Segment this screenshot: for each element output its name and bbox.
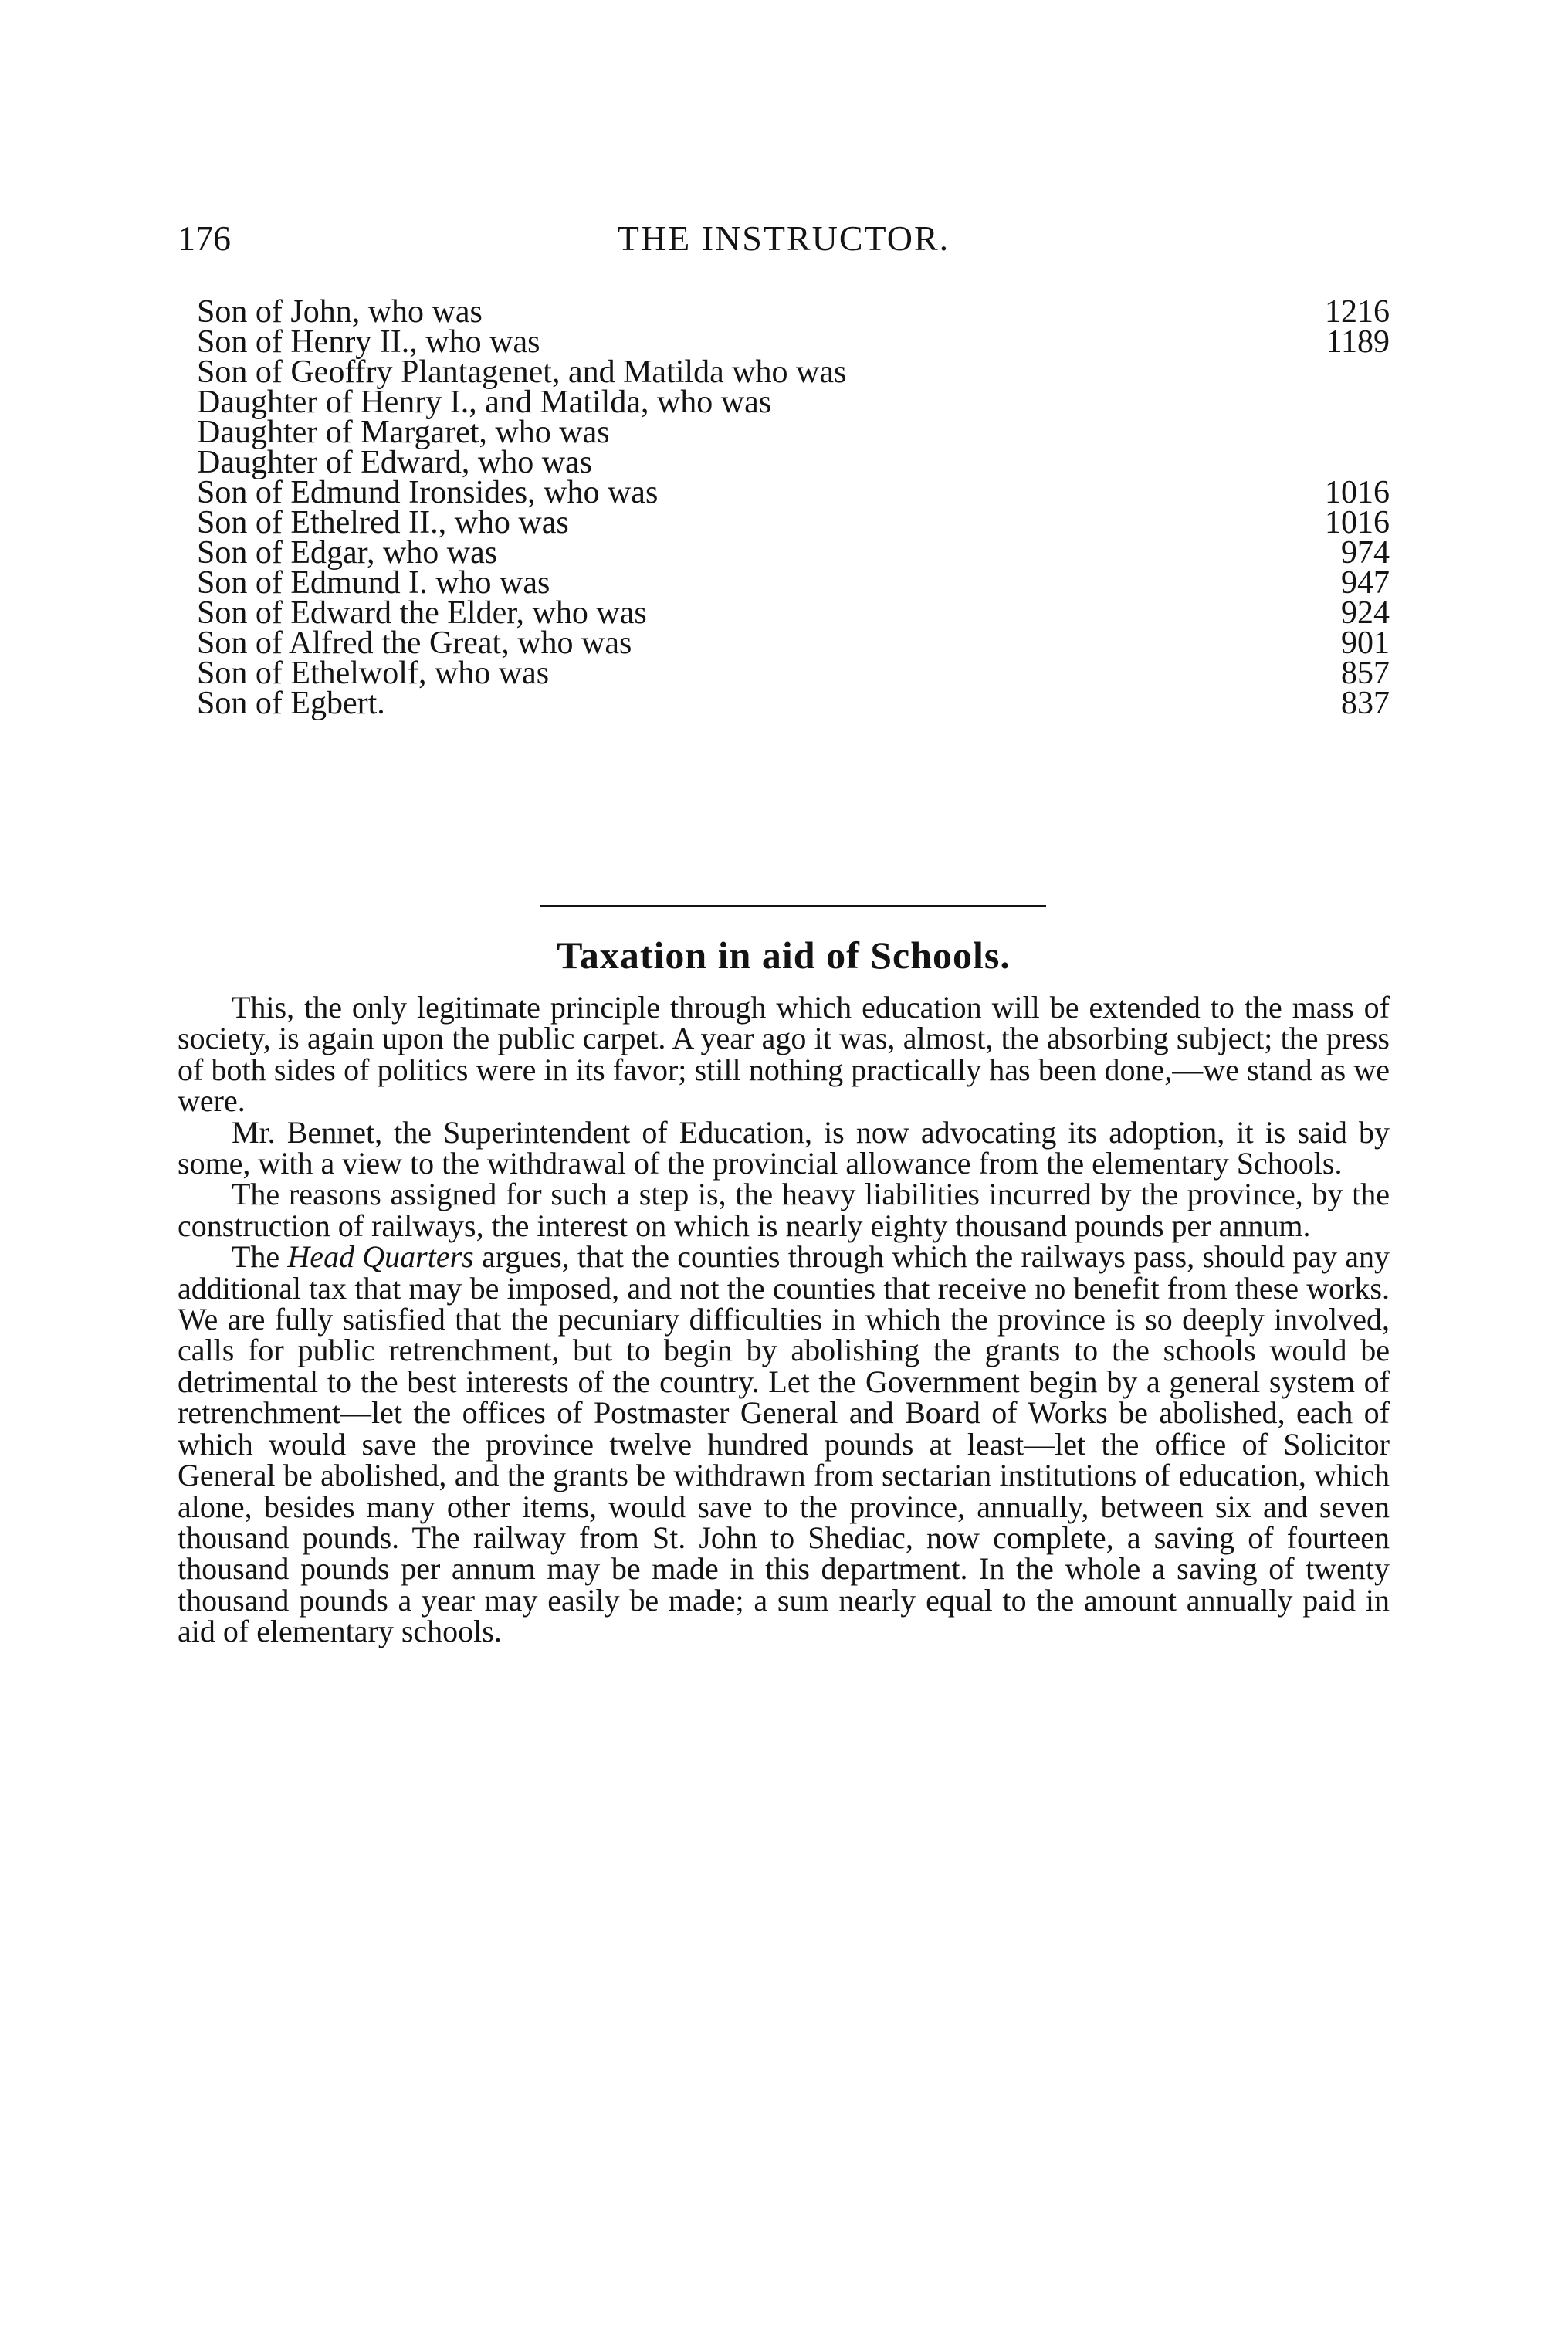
genealogy-row [197,415,1390,450]
genealogy-year: 947 [1341,565,1390,601]
genealogy-entry: Son of Geoffry Plantagenet, and Matilda who was [197,354,847,390]
genealogy-row [197,565,1390,601]
genealogy-list [197,294,1390,721]
genealogy-entry: Son of Edgar, who was [197,535,498,571]
paragraph: The reasons assigned for such a step is, the heavy liabilities incurred by the province, by the construction of railways, the interest on which is nearly eighty thousand pounds per annum. [178,1177,1390,1243]
genealogy-year: 857 [1341,656,1390,691]
genealogy-row [197,294,1390,330]
article-body [178,992,1390,1648]
genealogy-entry: Son of Alfred the Great, who was [197,625,632,661]
genealogy-row [197,625,1390,661]
genealogy-year: 901 [1341,625,1390,661]
genealogy-entry: Son of Edmund Ironsides, who was [197,475,659,510]
genealogy-year: 1216 [1325,294,1390,330]
section-divider [540,905,1046,907]
genealogy-row [197,324,1390,360]
genealogy-year: 924 [1341,595,1390,631]
genealogy-entry: Son of Edmund I. who was [197,565,550,601]
genealogy-entry: Son of Ethelwolf, who was [197,656,550,691]
genealogy-year: 974 [1341,535,1390,571]
genealogy-row [197,385,1390,420]
paragraph-text: argues, that the counties through which the railways pass, should pay any additional tax that may be imposed, and not the counties that receive no benefit from these works. We are fully satisfied that the pecuniary difficulties in which the province is so deeply involved, calls for public retrenchment, but to begin by abolishing the grants to the schools would be detrimental to the best interests of the country. Let the Government begin by a general system of retrenchment—let the offices of Postmaster General and Board of Works be abolished, each of which would save the province twelve hundred pounds at least—let the office of Solicitor General be abolished, and the grants be withdrawn from sectarian institutions of education, which alone, besides many other items, would save to the province, annually, between six and seven thousand pounds. The railway from St. John to Shediac, now complete, a saving of fourteen thousand pounds per annum may be made in this department. In the whole a saving of twenty thousand pounds a year may easily be made; a sum nearly equal to the amount annually paid in aid of elementary schools. [178,1239,1390,1649]
genealogy-entry: Daughter of Edward, who was [197,445,593,480]
genealogy-year: 837 [1341,686,1390,721]
section-title: Taxation in aid of Schools. [557,933,1011,977]
genealogy-row [197,445,1390,480]
genealogy-entry: Son of Henry II., who was [197,324,540,360]
paragraph: This, the only legitimate principle through which education will be extended to the mass of society, is again upon the public carpet. A year ago it was, almost, the absorbing subject; the press of both sides of politics were in its favor; still nothing practically has been done,—we stand as we were. [178,990,1390,1119]
paragraph-lead: The [232,1239,280,1275]
genealogy-row [197,535,1390,571]
genealogy-row [197,656,1390,691]
genealogy-entry: Daughter of Henry I., and Matilda, who was [197,385,772,420]
newspaper-name: Head Quarters [287,1239,474,1275]
genealogy-year: 1016 [1325,505,1390,540]
genealogy-row [197,354,1390,390]
genealogy-row [197,475,1390,510]
genealogy-row [197,505,1390,540]
genealogy-entry: Son of Ethelred II., who was [197,505,569,540]
page-header [178,218,1390,264]
paragraph [178,1239,1390,1649]
genealogy-year: 1016 [1325,475,1390,510]
paragraph: Mr. Bennet, the Superintendent of Education, is now advocating its adoption, it is said by some, with a view to the withdrawal of the provincial allowance from the elementary Schools. [178,1114,1390,1181]
genealogy-entry: Son of Edward the Elder, who was [197,595,647,631]
genealogy-year: 1189 [1326,324,1390,360]
genealogy-row [197,595,1390,631]
genealogy-entry: Daughter of Margaret, who was [197,415,610,450]
page-number: 176 [178,219,231,258]
genealogy-entry: Son of John, who was [197,294,483,330]
genealogy-entry: Son of Egbert. [197,686,385,721]
genealogy-row [197,686,1390,721]
running-title: THE INSTRUCTOR. [617,219,950,258]
